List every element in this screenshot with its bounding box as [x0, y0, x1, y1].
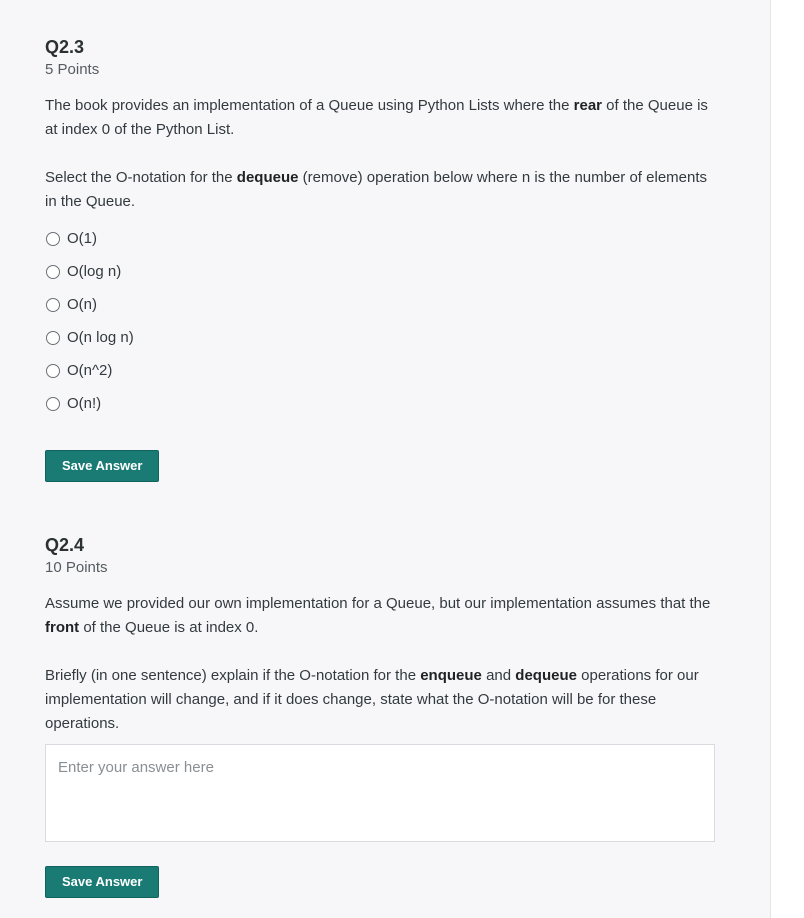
option-o-n[interactable] [45, 288, 715, 321]
text-run: operations for our implementation will change, and if it does change, state what the O-notation will be for these operations. [45, 667, 699, 732]
option-label: O(log n) [67, 263, 122, 280]
option-label: O(n!) [67, 395, 102, 412]
radio-button[interactable] [46, 397, 60, 411]
bold-term: rear [573, 97, 603, 114]
option-o-log-n[interactable] [45, 255, 715, 288]
question-title: Q2.4 [45, 535, 85, 555]
bold-term: dequeue [236, 169, 299, 186]
option-o-n-squared[interactable] [45, 354, 715, 387]
text-run: Assume we provided our own implementation for a Queue, but our implementation assumes that the [45, 595, 711, 612]
radio-button[interactable] [46, 265, 60, 279]
question-prompt [45, 664, 715, 736]
radio-button[interactable] [46, 298, 60, 312]
bold-term: front [45, 619, 80, 636]
question-title: Q2.3 [45, 37, 85, 57]
text-run: of the Queue is at index 0. [79, 619, 259, 636]
option-o-n-log-n[interactable] [45, 321, 715, 354]
radio-button[interactable] [46, 232, 60, 246]
option-o-n-factorial[interactable] [45, 387, 715, 420]
question-text [45, 592, 715, 640]
question-text [45, 94, 715, 142]
text-run: and [481, 667, 516, 684]
question-q2-4 [45, 534, 715, 898]
text-run: Briefly (in one sentence) explain if the O-notation for the [45, 667, 421, 684]
bold-term: dequeue [515, 667, 577, 684]
question-q2-3 [45, 36, 715, 482]
answer-options [45, 222, 715, 420]
option-label: O(n^2) [67, 362, 113, 379]
option-label: O(n) [67, 296, 97, 313]
question-points: 5 Points [45, 61, 100, 78]
save-answer-button[interactable]: Save Answer [45, 450, 159, 482]
answer-textarea[interactable] [45, 744, 715, 842]
radio-button[interactable] [46, 364, 60, 378]
save-answer-button[interactable]: Save Answer [45, 866, 159, 898]
text-run: Select the O-notation for the [45, 169, 237, 186]
option-label: O(1) [67, 230, 97, 247]
option-o-1[interactable] [45, 222, 715, 255]
text-run: (remove) operation below where n is the number of elements in the Queue. [45, 169, 708, 210]
radio-button[interactable] [46, 331, 60, 345]
option-label: O(n log n) [67, 329, 134, 346]
text-run: of the Queue is at index 0 of the Python List. [45, 97, 708, 138]
question-prompt [45, 166, 715, 214]
bold-term: enqueue [420, 667, 482, 684]
text-run: The book provides an implementation of a Queue using Python Lists where the [45, 97, 574, 114]
question-points: 10 Points [45, 559, 108, 576]
